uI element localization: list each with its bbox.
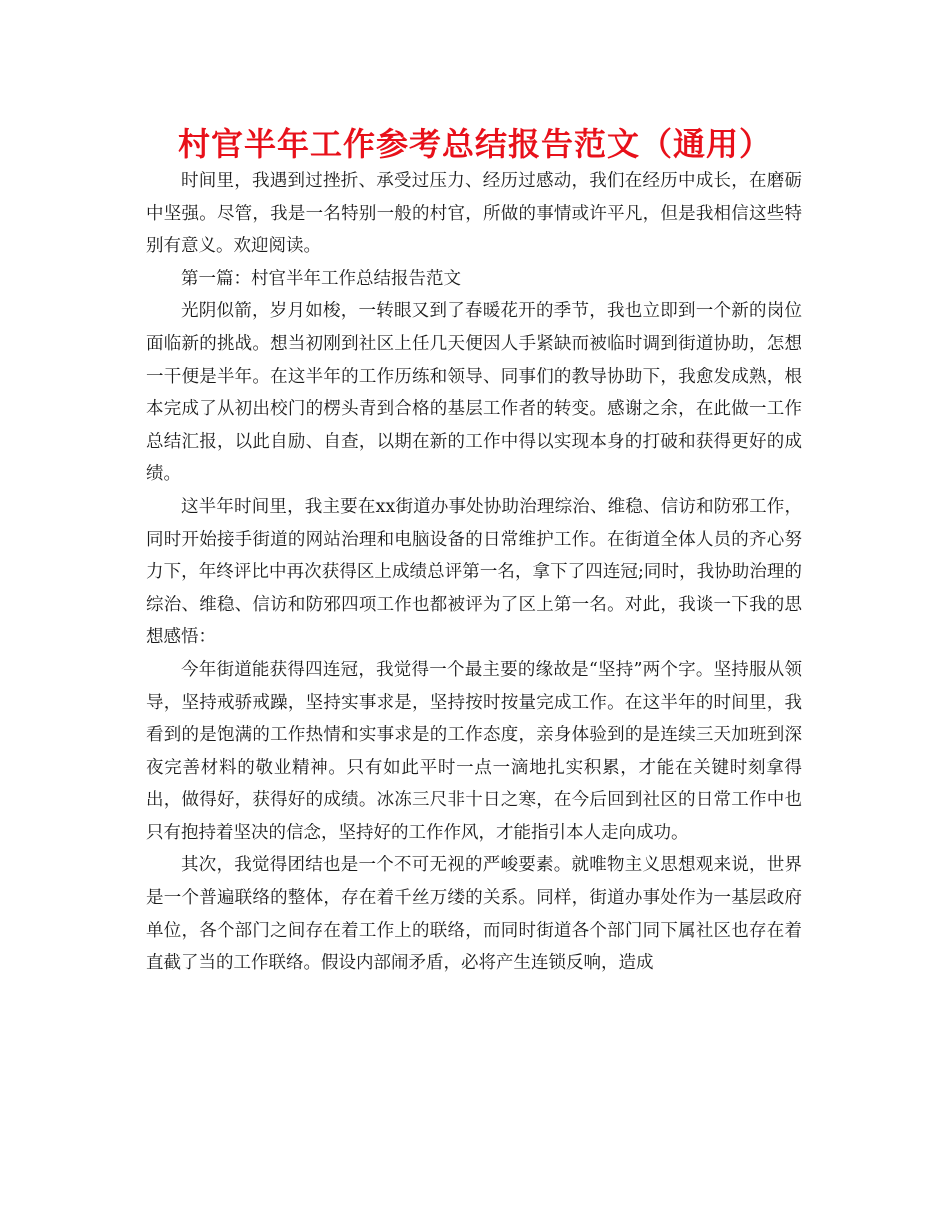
document-body [146, 165, 802, 980]
document-title: 村官半年工作参考总结报告范文（通用） [177, 125, 772, 163]
paragraph: 今年街道能获得四连冠，我觉得一个最主要的缘故是“坚持”两个字。坚持服从领导，坚持戒骄戒躁，坚持实事求是，坚持按时按量完成工作。在这半年的时间里，我看到的是饱满的工作热情和实事求是的工作态度，亲身体验到的是连续三天加班到深夜完善材料的敬业精神。只有如此平时一点一滴地扎实积累，才能在关键时刻拿得出，做得好，获得好的成绩。冰冻三尺非十日之寒，在今后回到社区的日常工作中也只有抱持着坚决的信念，坚持好的工作作风，才能指引本人走向成功。 [146, 659, 802, 843]
section-heading: 第一篇：村官半年工作总结报告范文 [181, 268, 461, 289]
paragraph: 光阴似箭，岁月如梭，一转眼又到了春暖花开的季节，我也立即到一个新的岗位面临新的挑战。想当初刚到社区上任几天便因人手紧缺而被临时调到街道协助，怎想一干便是半年。在这半年的工作历练和领导、同事们的教导协助下，我愈发成熟，根本完成了从初出校门的楞头青到合格的基层工作者的转变。感谢之余，在此做一工作总结汇报，以此自励、自查，以期在新的工作中得以实现本身的打破和获得更好的成绩。 [146, 301, 802, 485]
paragraph: 其次，我觉得团结也是一个不可无视的严峻要素。就唯物主义思想观来说，世界是一个普遍联络的整体，存在着千丝万缕的关系。同样，街道办事处作为一基层政府单位，各个部门之间存在着工作上的联络，而同时街道各个部门同下属社区也存在着直截了当的工作联络。假设内部闹矛盾，必将产生连锁反响，造成 [146, 855, 802, 974]
paragraph-intro: 时间里，我遇到过挫折、承受过压力、经历过感动，我们在经历中成长，在磨砺中坚强。尽管，我是一名特别一般的村官，所做的事情或许平凡，但是我相信这些特别有意义。欢迎阅读。 [146, 171, 802, 257]
paragraph: 这半年时间里，我主要在xx街道办事处协助治理综治、维稳、信访和防邪工作，同时开始接手街道的网站治理和电脑设备的日常维护工作。在街道全体人员的齐心努力下，年终评比中再次获得区上成绩总评第一名，拿下了四连冠;同时，我协助治理的综治、维稳、信访和防邪四项工作也都被评为了区上第一名。对此，我谈一下我的思想感悟： [146, 496, 802, 648]
